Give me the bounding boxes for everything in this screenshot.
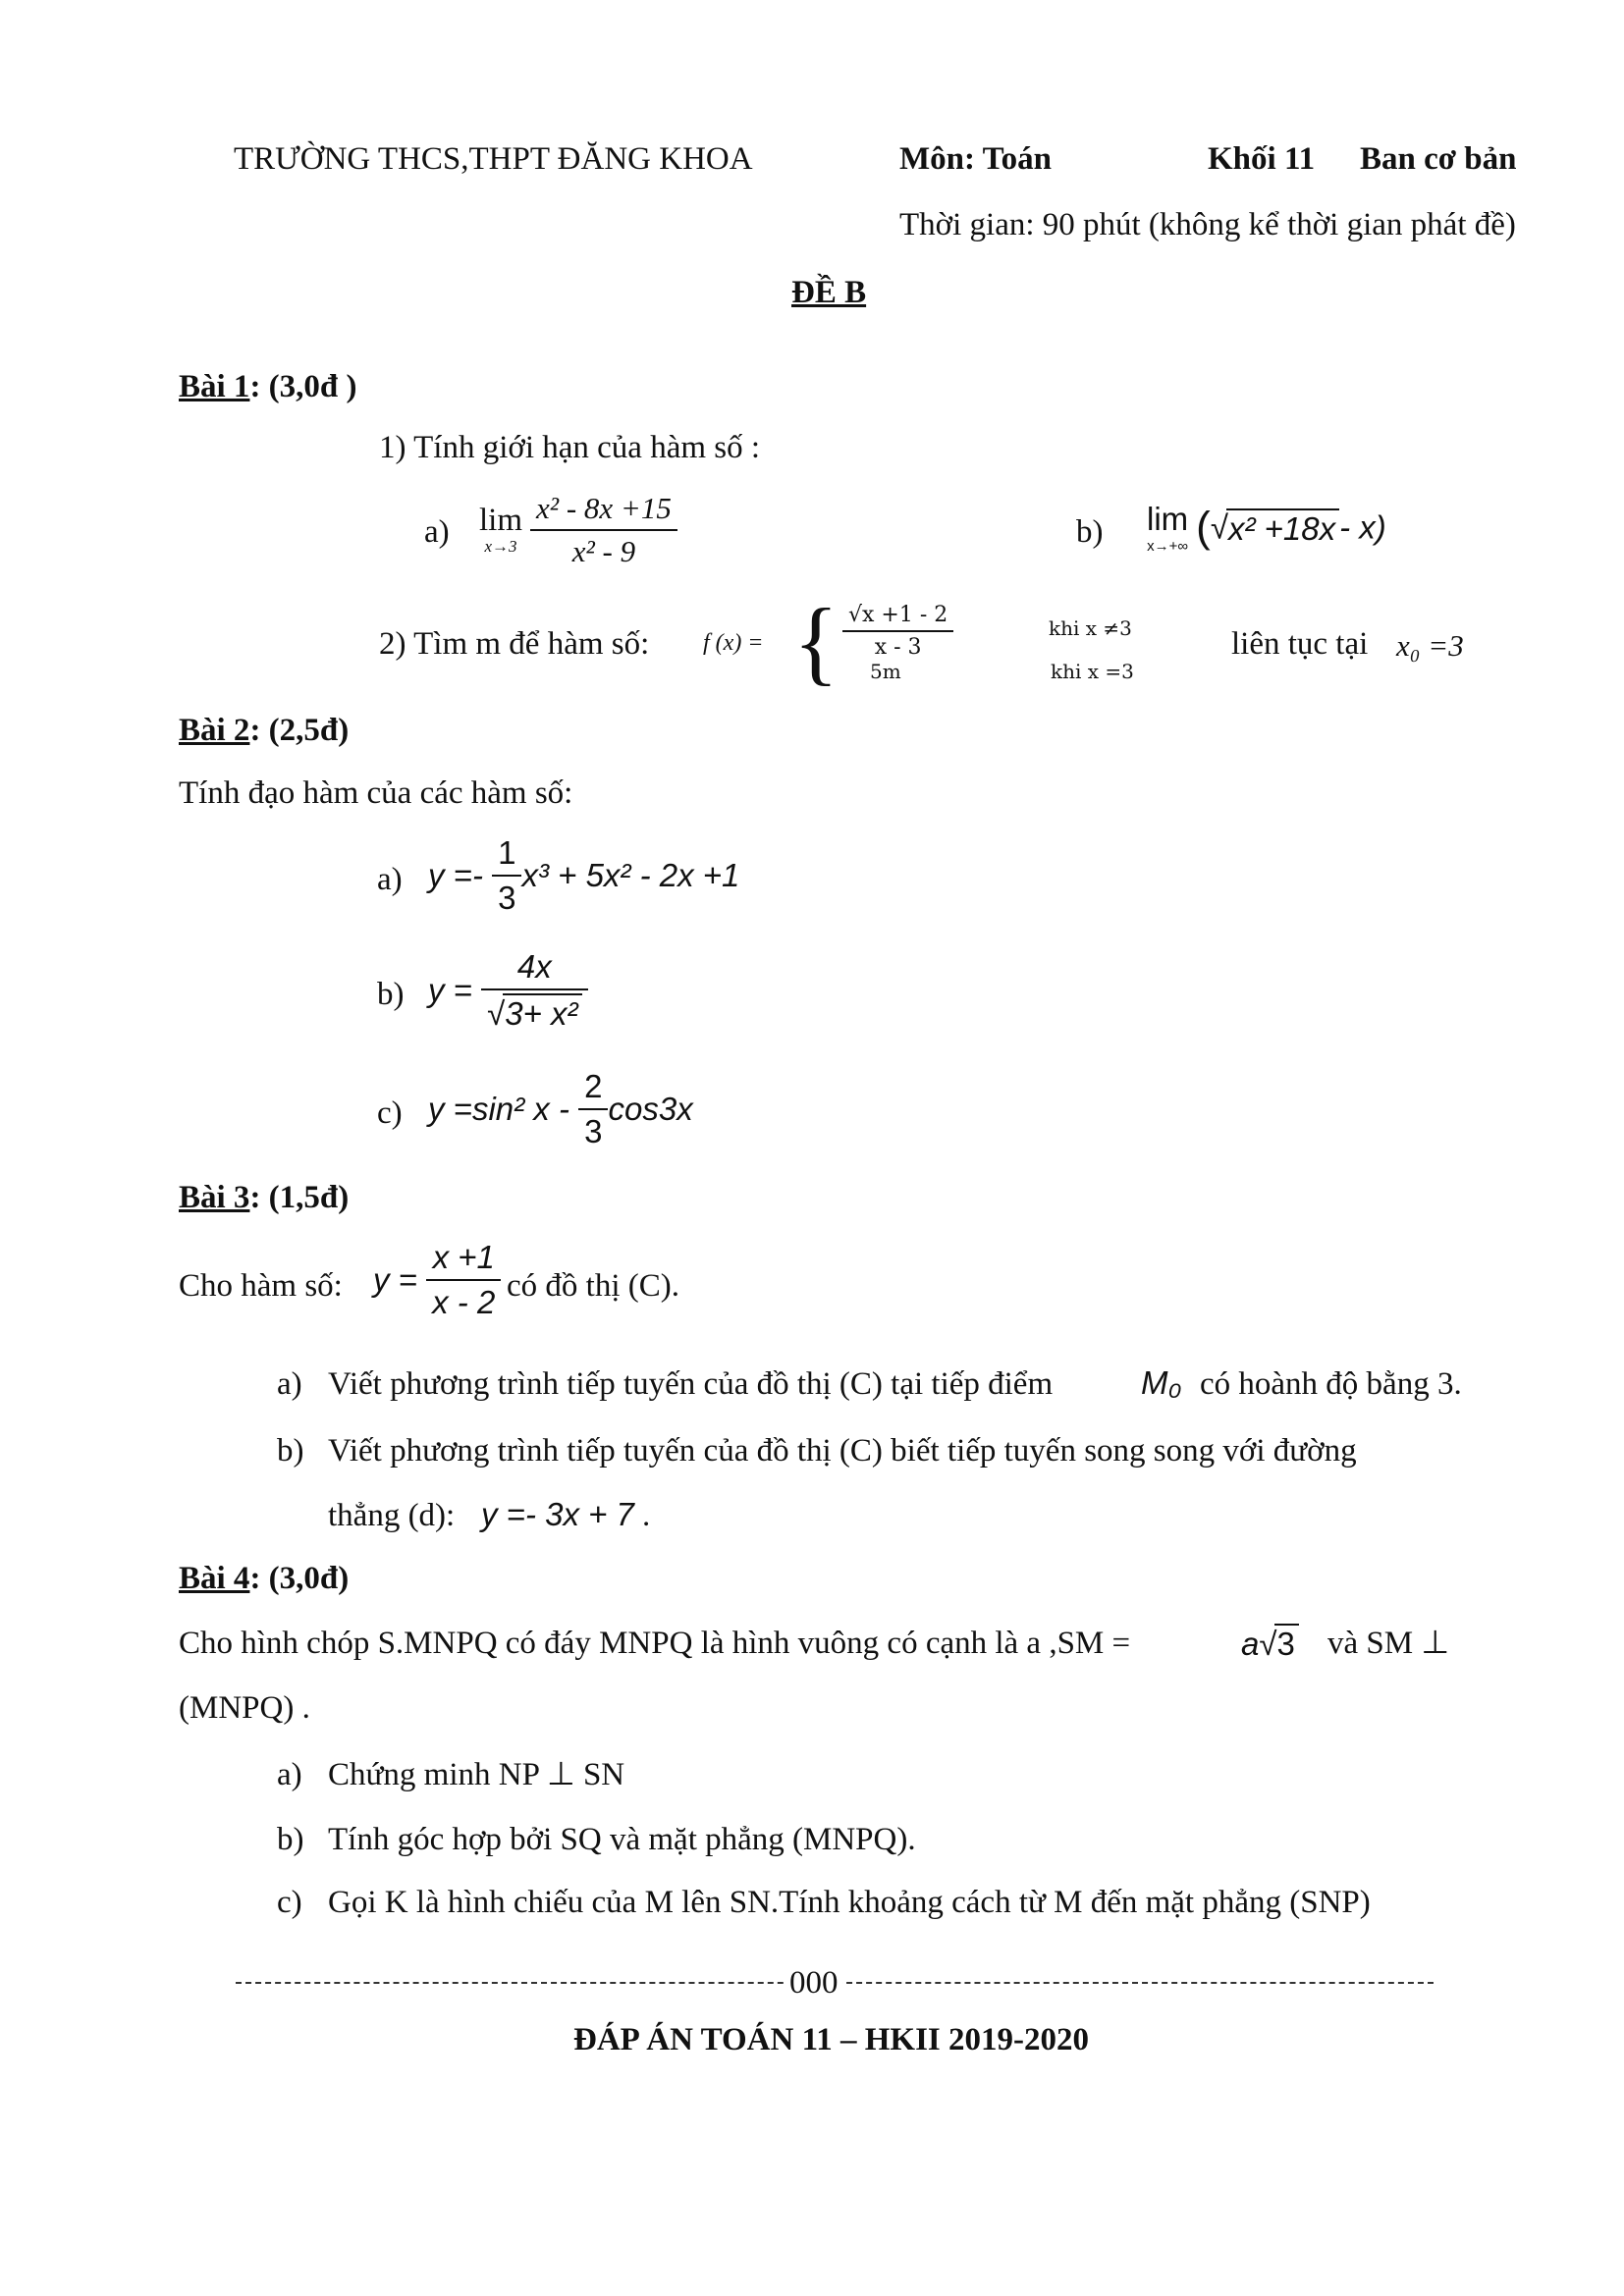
- bai4-b-label: b): [277, 1822, 304, 1857]
- bai2-intro: Tính đạo hàm của các hàm số:: [179, 775, 573, 811]
- bai4-c-text: Gọi K là hình chiếu của M lên SN.Tính khoảng cách từ M đến mặt phẳng (SNP): [328, 1885, 1371, 1920]
- bai1-title: Bài 1: [179, 369, 250, 404]
- bai4-points: : (3,0đ): [249, 1561, 350, 1596]
- bai3-b-dot: .: [642, 1498, 651, 1533]
- bai2-c-fraction: $\frac{2}{3}$: [578, 1068, 608, 1150]
- bai3-b-label: b): [277, 1433, 304, 1468]
- bai3-b-text: Viết phương trình tiếp tuyến của đồ thị (C) biết tiếp tuyến song song với đường: [328, 1433, 1357, 1468]
- school-name: TRƯỜNG THCS,THPT ĐĂNG KHOA: [234, 141, 753, 177]
- bai2-a-expr: y =- $\frac{1}{3}$ x³ + 5x² - 2x +1: [428, 834, 740, 916]
- case2-condition: khi x =3: [1051, 660, 1134, 683]
- lim-symbol: lim: [479, 502, 523, 538]
- bai1-b-limit: lim x→+∞ (√x² +18x - x): [1147, 501, 1386, 555]
- bai1-a-fraction: [530, 491, 677, 569]
- bai3-function: y = $\frac{x +1}{x - 2}$: [373, 1239, 501, 1321]
- bai2-b-expr: y = $\frac{4x}{\text{√3+ x²}}$: [428, 948, 588, 1033]
- divider-mark: 000: [785, 1967, 842, 2000]
- bai1-heading: [179, 371, 357, 403]
- lim-subscript: x→3: [484, 536, 517, 556]
- bai4-intro-tail: và SM ⊥: [1327, 1626, 1450, 1661]
- bai1-q2-point: x₀ =3: [1396, 628, 1464, 663]
- bai3-a-tail: có hoành độ bằng 3.: [1200, 1366, 1462, 1402]
- bai1-points: : (3,0đ ): [249, 369, 357, 404]
- duration: Thời gian: 90 phút (không kể thời gian phát đề): [899, 207, 1516, 242]
- bai1-q2-suffix: liên tục tại: [1231, 626, 1369, 662]
- bai3-intro-pre: Cho hàm số:: [179, 1268, 343, 1304]
- bai3-a-label: a): [277, 1366, 302, 1402]
- bai3-a-text: Viết phương trình tiếp tuyến của đồ thị (C) tại tiếp điểm: [328, 1366, 1054, 1402]
- expr-tail: - x): [1339, 508, 1386, 546]
- bai4-c-label: c): [277, 1885, 302, 1920]
- bai4-intro: Cho hình chóp S.MNPQ có đáy MNPQ là hình vuông có cạnh là a ,SM =: [179, 1626, 1131, 1661]
- bai4-a-text: Chứng minh NP ⊥ SN: [328, 1757, 625, 1792]
- numerator: √x +1 - 2: [842, 603, 953, 632]
- bai2-heading: [179, 715, 349, 747]
- bai4-intro2: (MNPQ) .: [179, 1690, 310, 1726]
- case1-fraction: [842, 603, 953, 660]
- bai1-a-label: a): [424, 514, 450, 550]
- bai3-heading: [179, 1182, 349, 1214]
- case2-value: 5m: [870, 660, 901, 683]
- bai3-points: : (1,5đ): [249, 1180, 350, 1215]
- answer-title: ĐÁP ÁN TOÁN 11 – HKII 2019-2020: [573, 2022, 1090, 2057]
- bai2-b-fraction: $\frac{4x}{\text{√3+ x²}}$: [481, 948, 587, 1033]
- bai1-q2-f: f (x) =: [703, 630, 764, 656]
- bai1-q2-prefix: 2) Tìm m để hàm số:: [379, 626, 650, 662]
- bai4-b-text: Tính góc hợp bởi SQ và mặt phẳng (MNPQ).: [328, 1822, 916, 1857]
- brace-icon: {: [793, 589, 839, 694]
- bai2-a-fraction: $\frac{1}{3}$: [492, 834, 521, 917]
- bai4-a-label: a): [277, 1757, 302, 1792]
- bai1-a-limit: [479, 491, 677, 569]
- bai3-title: Bài 3: [179, 1180, 250, 1215]
- case1-condition: khi x ≠3: [1049, 616, 1132, 640]
- denominator: x - 3: [874, 635, 922, 660]
- exam-code: ĐỀ B: [791, 275, 867, 310]
- bai2-title: Bài 2: [179, 713, 250, 748]
- bai1-b-label: b): [1076, 514, 1104, 550]
- bai3-a-point: M₀: [1141, 1364, 1182, 1401]
- sqrt-content: x² +18x: [1226, 508, 1339, 548]
- bai3-fraction: $\frac{x +1}{x - 2}$: [426, 1239, 501, 1321]
- grade: Khối 11: [1208, 141, 1316, 177]
- track: Ban cơ bản: [1360, 141, 1517, 177]
- bai3-b-line: y =- 3x + 7: [481, 1496, 634, 1532]
- lim-symbol: lim: [1147, 501, 1189, 537]
- bai2-c-label: c): [377, 1095, 403, 1131]
- subject: Môn: Toán: [899, 141, 1052, 177]
- bai4-title: Bài 4: [179, 1561, 250, 1596]
- bai4-sm-value: a√3: [1241, 1624, 1299, 1663]
- paren-open: (: [1196, 503, 1211, 552]
- bai2-b-label: b): [377, 977, 405, 1012]
- bai2-points: : (2,5đ): [249, 713, 350, 748]
- bai2-a-label: a): [377, 862, 403, 897]
- bai2-c-expr: y =sin² x - $\frac{2}{3}$ cos3x: [428, 1068, 693, 1149]
- bai4-heading: [179, 1563, 349, 1595]
- denominator: x² - 9: [571, 534, 636, 568]
- lim-subscript: x→+∞: [1147, 538, 1189, 555]
- numerator: x² - 8x +15: [530, 491, 677, 531]
- bai1-q2-case1: [842, 603, 953, 660]
- bai3-intro-post: có đồ thị (C).: [507, 1268, 679, 1304]
- bai1-q1: 1) Tính giới hạn của hàm số :: [379, 430, 761, 465]
- bai3-b-text2: thẳng (d):: [328, 1498, 456, 1533]
